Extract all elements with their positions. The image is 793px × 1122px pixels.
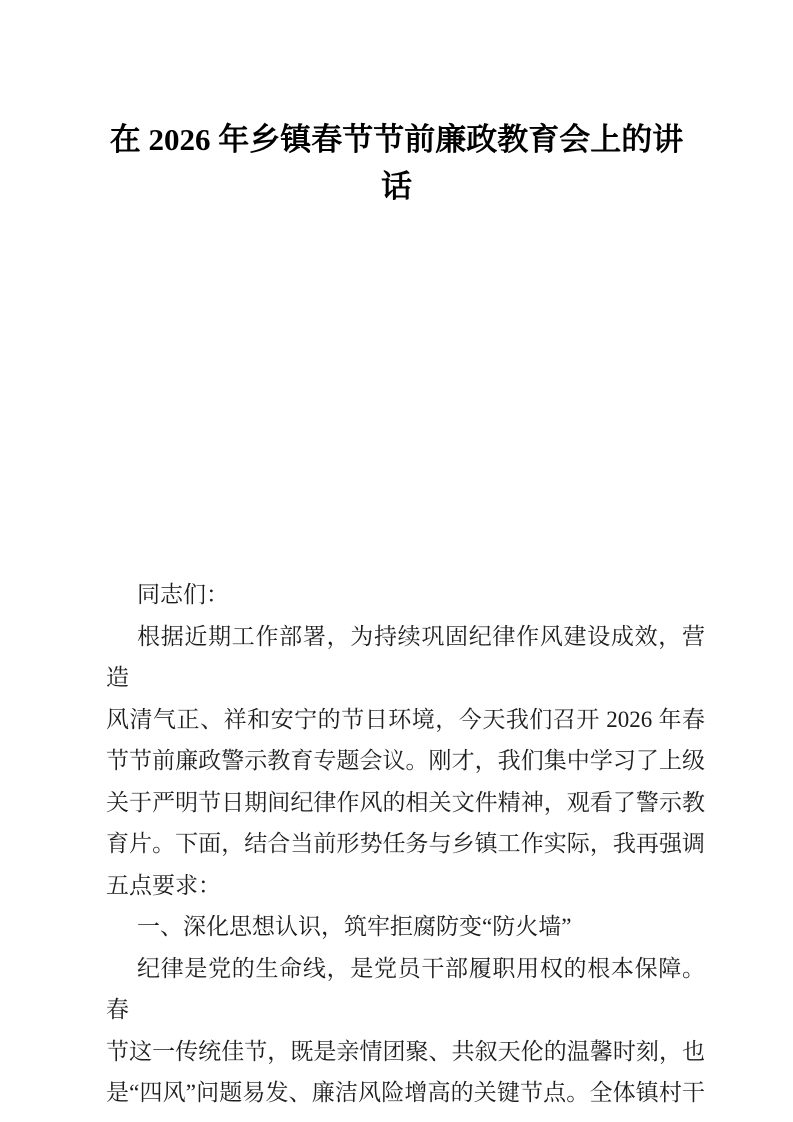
section-heading-1: 一、深化思想认识，筑牢拒腐防变“防火墙” xyxy=(137,914,572,939)
body-line: 关于严明节日期间纪律作风的相关文件精神，观看了警示教 xyxy=(106,789,705,815)
body-line: 纪律是党的生命线，是党员干部履职用权的根本保障。春 xyxy=(106,955,705,1022)
body-line: 育片。下面，结合当前形势任务与乡镇工作实际，我再强调 xyxy=(106,831,705,856)
document-body xyxy=(106,574,705,1114)
body-line: 风清气正、祥和安宁的节日环境，今天我们召开 2026 年春 xyxy=(106,706,705,732)
body-line-salutation: 同志们： xyxy=(137,582,229,607)
title-line-2: 话 xyxy=(381,169,412,204)
body-line: 节这一传统佳节，既是亲情团聚、共叙天伦的温馨时刻，也 xyxy=(106,1038,705,1064)
title-line-1: 在 2026 年乡镇春节节前廉政教育会上的讲 xyxy=(109,122,684,157)
body-line: 根据近期工作部署，为持续巩固纪律作风建设成效，营造 xyxy=(106,623,705,690)
body-line: 五点要求： xyxy=(106,872,221,898)
document-title xyxy=(0,116,793,210)
body-line: 是“四风”问题易发、廉洁风险增高的关键节点。全体镇村干 xyxy=(106,1080,705,1105)
body-line: 节节前廉政警示教育专题会议。刚才，我们集中学习了上级 xyxy=(106,748,705,773)
